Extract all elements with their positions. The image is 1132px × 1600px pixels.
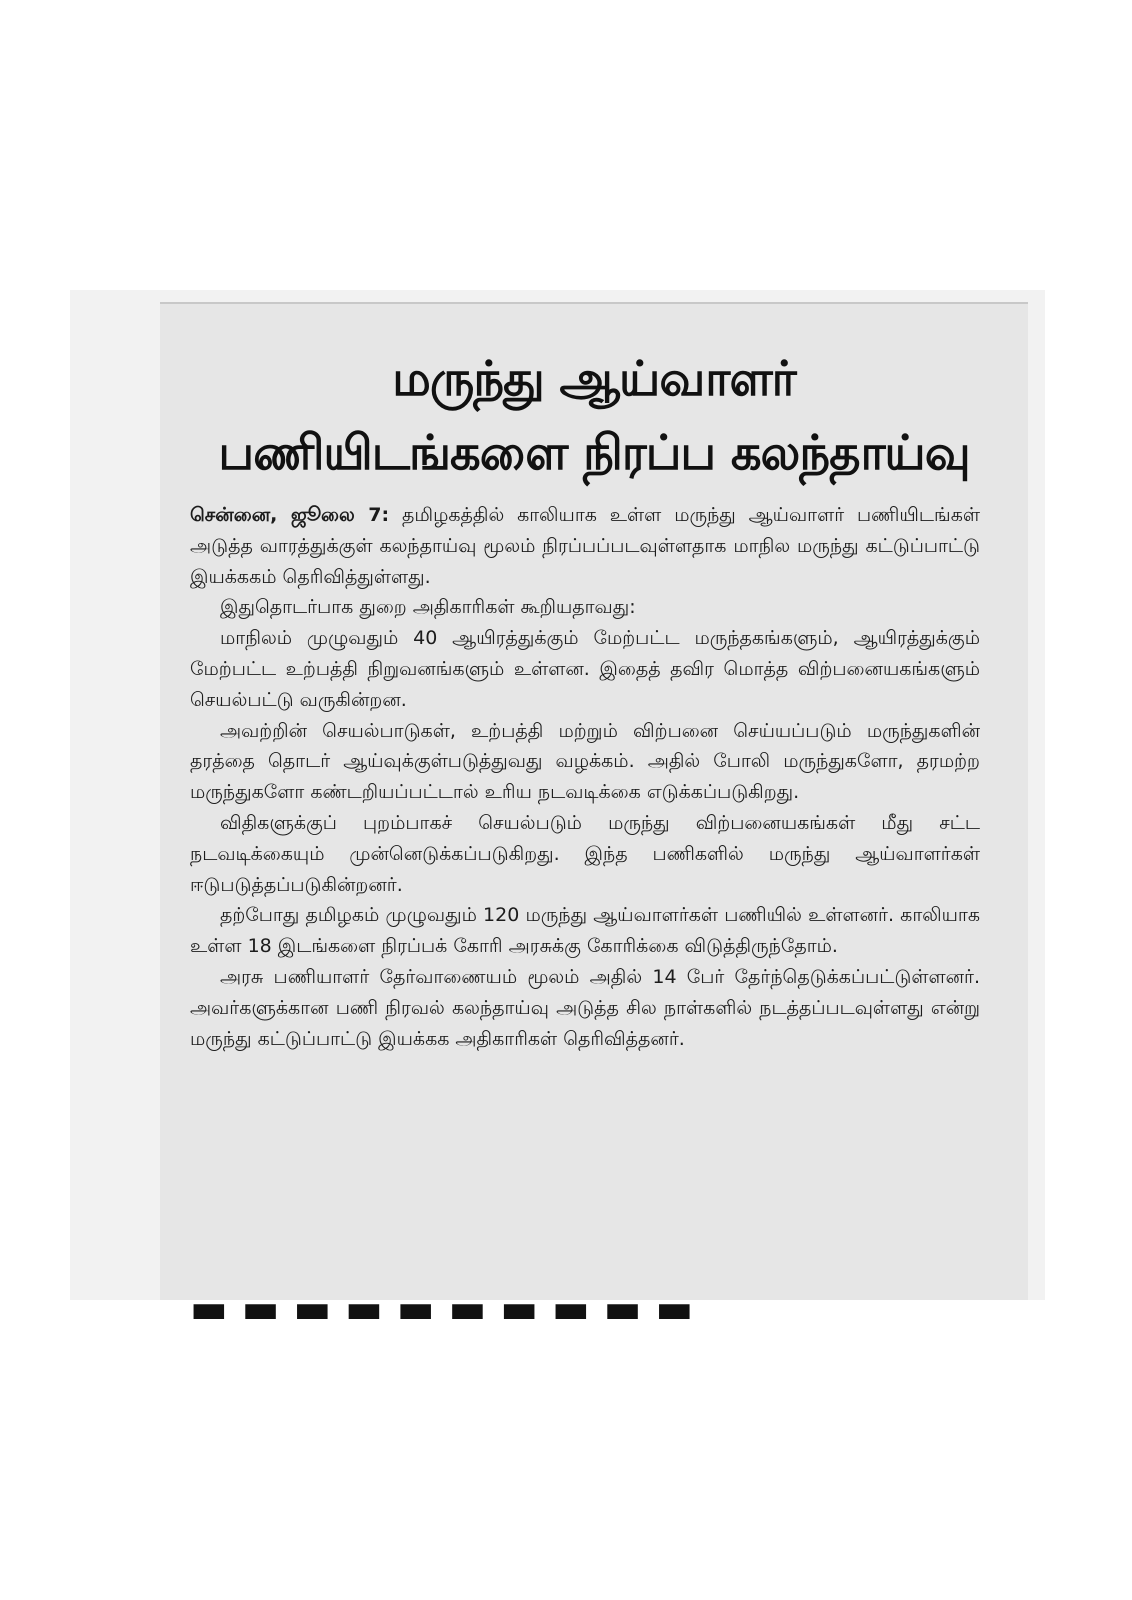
cut-off-next-headline: ▬ ▬ ▬ ▬ ▬ ▬ ▬ ▬ ▬ ▬: [190, 1286, 694, 1332]
paragraph-2: இதுதொடர்பாக துறை அதிகாரிகள் கூறியதாவது:: [220, 596, 636, 619]
paragraph-7: அரசு பணியாளர் தேர்வாணையம் மூலம் அதில் 14 பேர் தேர்ந்தெடுக்கப்பட்டுள்ளனர். அவர்களுக்கான பணி நிரவல் கலந்தாய்வு அடுத்த சில நாள்களில் நடத்தப்படவுள்ளது என்று மருந்து கட்டுப்பாட்டு இயக்கக அதிகாரிகள் தெரிவித்தனர்.: [190, 965, 980, 1050]
paragraph-1-text: தமிழகத்தில் காலியாக உள்ள மருந்து ஆய்வாளர் பணியிடங்கள் அடுத்த வாரத்துக்குள் கலந்தாய்வு மூலம் நிரப்பப்படவுள்ளதாக மாநில மருந்து கட்டுப்பாட்டு இயக்ககம் தெரிவித்துள்ளது.: [190, 504, 980, 588]
paragraph-5: விதிகளுக்குப் புறம்பாகச் செயல்படும் மருந்து விற்பனையகங்கள் மீது சட்ட நடவடிக்கையும் முன்னெடுக்கப்படுகிறது. இந்த பணிகளில் மருந்து ஆய்வாளர்கள் ஈடுபடுத்தப்படுகின்றனர்.: [190, 811, 980, 896]
article-body: [190, 500, 980, 1054]
paragraph-6: தற்போது தமிழகம் முழுவதும் 120 மருந்து ஆய்வாளர்கள் பணியில் உள்ளனர். காலியாக உள்ள 18 இடங்களை நிரப்பக் கோரி அரசுக்கு கோரிக்கை விடுத்திருந்தோம்.: [190, 904, 980, 958]
paragraph-3: மாநிலம் முழுவதும் 40 ஆயிரத்துக்கும் மேற்பட்ட மருந்தகங்களும், ஆயிரத்துக்கும் மேற்பட்ட உற்பத்தி நிறுவனங்களும் உள்ளன. இதைத் தவிர மொத்த விற்பனையகங்களும் செயல்பட்டு வருகின்றன.: [190, 627, 981, 711]
headline: [180, 342, 1008, 490]
headline-line-1: மருந்து ஆய்வாளர்: [392, 351, 796, 407]
paragraph-1: [190, 500, 980, 592]
newspaper-clipping: [160, 302, 1028, 1332]
headline-line-2: பணியிடங்களை நிரப்ப கலந்தாய்வு: [218, 425, 970, 481]
dateline: சென்னை, ஜூலை 7:: [190, 504, 390, 526]
paragraph-4: அவற்றின் செயல்பாடுகள், உற்பத்தி மற்றும் விற்பனை செய்யப்படும் மருந்துகளின் தரத்தை தொடர் ஆய்வுக்குள்படுத்துவது வழக்கம். அதில் போலி மருந்துகளோ, தரமற்ற மருந்துகளோ கண்டறியப்பட்டால் உரிய நடவடிக்கை எடுக்கப்படுகிறது.: [190, 719, 980, 804]
